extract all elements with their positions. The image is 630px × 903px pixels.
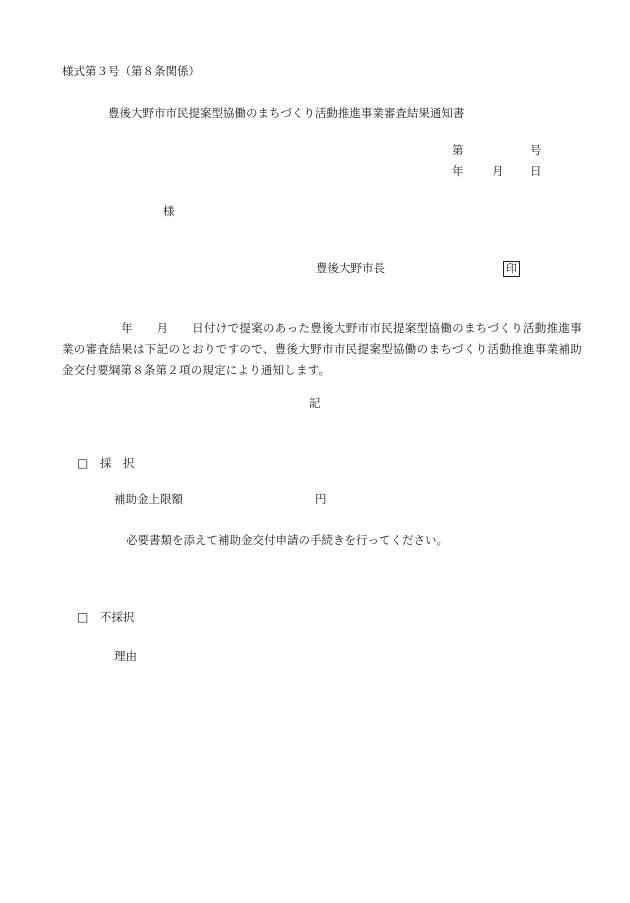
- issuer-name: 豊後大野市長: [316, 261, 385, 275]
- date-month: 月: [492, 164, 504, 178]
- seal-mark: [503, 261, 520, 277]
- yen-unit: 円: [315, 492, 327, 506]
- seal-stamp: 印: [503, 261, 520, 277]
- adopted-label: 採 択: [100, 456, 135, 470]
- date-day: 日: [530, 164, 542, 178]
- number-dai: 第: [452, 143, 464, 157]
- number-go: 号: [530, 143, 542, 157]
- adopted-checkbox[interactable]: □: [77, 456, 89, 470]
- addressee-suffix: 様: [163, 204, 175, 218]
- body-paragraph: 年 月 日付けで提案のあった豊後大野市市民提案型協働のまちづくり活動推進事業の審査結果は下記のとおりですので、豊後大野市市民提案型協働のまちづくり活動推進事業補助金交付要綱第８条第２項の規定により通知します。: [62, 321, 582, 377]
- date-year: 年: [452, 164, 464, 178]
- form-label: 様式第３号（第８条関係）: [62, 64, 200, 78]
- ki-heading: 記: [309, 396, 321, 410]
- adopted-note: 必要書類を添えて補助金交付申請の手続きを行ってください。: [126, 533, 448, 547]
- subsidy-limit-label: 補助金上限額: [114, 492, 183, 506]
- reason-label: 理由: [114, 649, 137, 663]
- document-title: 豊後大野市市民提案型協働のまちづくり活動推進事業審査結果通知書: [108, 106, 465, 120]
- rejected-checkbox[interactable]: □: [77, 610, 89, 624]
- rejected-label: 不採択: [100, 610, 135, 624]
